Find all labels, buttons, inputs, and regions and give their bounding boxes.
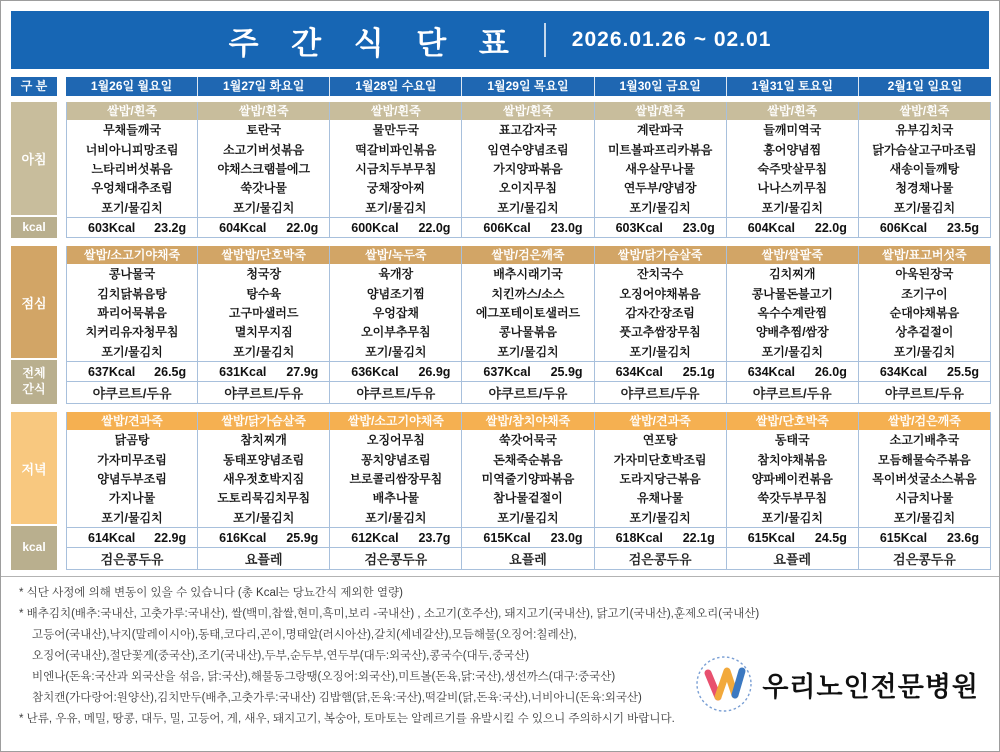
menu-item: 포기/물김치 bbox=[101, 344, 163, 359]
corner-label: 구 분 bbox=[11, 77, 57, 96]
date-header: 2월1일 일요일 bbox=[859, 77, 991, 96]
kcal-value: 603Kcal bbox=[615, 220, 663, 235]
menu-item: 숙주맛살무침 bbox=[757, 162, 828, 177]
menu-item: 유채나물 bbox=[636, 491, 684, 506]
date-range: 2026.01.26 ~ 02.01 bbox=[571, 28, 772, 51]
snack-item: 야쿠르트/두유 bbox=[330, 381, 461, 403]
day-column bbox=[859, 102, 991, 238]
kcal-value: 637Kcal bbox=[483, 364, 531, 379]
sublabel-line: 전체 bbox=[22, 366, 46, 381]
kcal-row bbox=[727, 527, 858, 547]
menu-item: 미트볼파프리카볶음 bbox=[607, 142, 713, 157]
snack-item: 야쿠르트/두유 bbox=[595, 381, 726, 403]
menu-item: 포기/물김치 bbox=[101, 510, 163, 525]
day-columns-breakfast bbox=[66, 102, 991, 238]
menu-item: 청국장 bbox=[246, 267, 282, 282]
day-column bbox=[462, 246, 594, 404]
protein-grams: 22.0g bbox=[814, 220, 847, 235]
menu-item: 잔치국수 bbox=[636, 267, 684, 282]
kcal-value: 606Kcal bbox=[879, 220, 928, 235]
day-column bbox=[859, 412, 991, 570]
menu-item: 나나스끼무침 bbox=[757, 181, 828, 196]
menu-item: 순대야채볶음 bbox=[889, 306, 960, 321]
row-label-lunch: 점심 bbox=[11, 246, 57, 358]
kcal-value: 612Kcal bbox=[351, 530, 399, 545]
protein-grams: 23.0g bbox=[682, 220, 715, 235]
menu-item: 김치찌개 bbox=[769, 267, 816, 282]
menu-item: 새우젓호박지짐 bbox=[223, 472, 305, 487]
meal-type-header: 쌀밥/소고기야채죽 bbox=[330, 412, 461, 430]
menu-item: 김치닭볶음탕 bbox=[97, 286, 167, 301]
menu-item: 임연수양념조림 bbox=[487, 142, 569, 157]
kcal-value: 634Kcal bbox=[747, 364, 795, 379]
sublabel-line: kcal bbox=[22, 219, 46, 234]
menu-table bbox=[11, 77, 991, 578]
menu-item: 배추나물 bbox=[372, 491, 420, 506]
day-column bbox=[66, 412, 198, 570]
menu-item: 콩나물볶음 bbox=[499, 325, 557, 340]
menu-item: 포기/물김치 bbox=[893, 344, 956, 359]
protein-grams: 23.2g bbox=[154, 220, 187, 235]
menu-item: 닭곰탕 bbox=[114, 433, 150, 448]
meal-type-header: 쌀밥/흰죽 bbox=[67, 102, 197, 120]
menu-item: 포기/물김치 bbox=[629, 200, 691, 215]
kcal-row bbox=[198, 217, 329, 237]
menu-item: 포기/물김치 bbox=[497, 344, 559, 359]
menu-item: 모듬해물숙주볶음 bbox=[878, 452, 971, 467]
row-label-dinner: 저녁 bbox=[11, 412, 57, 524]
snack-item: 야쿠르트/두유 bbox=[462, 381, 593, 403]
kcal-row bbox=[727, 361, 858, 381]
menu-item: 들깨미역국 bbox=[763, 123, 822, 138]
footnote-line: 고등어(국내산),낙지(말레이시아),동태,코다리,곤이,명태알(러시아산),갈치(세네갈산),모듬해물(오징어:칠레산), bbox=[32, 629, 577, 641]
meal-type-header: 쌀밥/닭가슴살죽 bbox=[198, 412, 329, 430]
menu-items bbox=[67, 430, 197, 527]
menu-items bbox=[859, 120, 990, 217]
menu-item: 떡갈비파인볶음 bbox=[355, 142, 437, 157]
menu-item: 꽈리어묵볶음 bbox=[97, 306, 167, 321]
section-dinner bbox=[11, 412, 991, 570]
menu-item: 궁채장아찌 bbox=[366, 181, 425, 196]
kcal-value: 615Kcal bbox=[483, 530, 531, 545]
section-breakfast bbox=[11, 102, 991, 238]
menu-item: 포기/물김치 bbox=[629, 510, 691, 525]
menu-item: 포기/물김치 bbox=[893, 200, 956, 215]
kcal-row bbox=[859, 217, 990, 237]
title-divider bbox=[544, 23, 546, 57]
menu-item: 물만두국 bbox=[372, 123, 420, 138]
day-column bbox=[330, 246, 462, 404]
menu-items bbox=[462, 430, 593, 527]
protein-grams: 26.9g bbox=[418, 364, 451, 379]
snack-item: 검은콩두유 bbox=[330, 547, 461, 569]
menu-item: 쑥갓어묵국 bbox=[499, 433, 557, 448]
kcal-row bbox=[859, 361, 990, 381]
snack-item: 야쿠르트/두유 bbox=[198, 381, 329, 403]
menu-items bbox=[595, 120, 726, 217]
day-column bbox=[198, 102, 330, 238]
menu-items bbox=[727, 120, 858, 217]
kcal-value: 604Kcal bbox=[219, 220, 267, 235]
menu-item: 탕수육 bbox=[246, 286, 282, 301]
menu-item: 참치야채볶음 bbox=[757, 452, 828, 467]
kcal-row bbox=[462, 361, 593, 381]
kcal-row bbox=[330, 217, 461, 237]
menu-item: 소고기배추국 bbox=[889, 433, 960, 448]
day-column bbox=[595, 246, 727, 404]
snack-item: 요플레 bbox=[727, 547, 858, 569]
kcal-row bbox=[727, 217, 858, 237]
kcal-row bbox=[67, 527, 197, 547]
kcal-value: 634Kcal bbox=[879, 364, 928, 379]
menu-items bbox=[330, 430, 461, 527]
menu-item: 포기/물김치 bbox=[497, 200, 559, 215]
kcal-row bbox=[462, 217, 593, 237]
menu-item: 가지양파볶음 bbox=[493, 162, 563, 177]
protein-grams: 23.5g bbox=[947, 220, 979, 235]
protein-grams: 25.9g bbox=[550, 364, 583, 379]
snack-item: 검은콩두유 bbox=[67, 547, 197, 569]
meal-type-header: 쌀밥/참치야채죽 bbox=[462, 412, 593, 430]
kcal-row bbox=[859, 527, 990, 547]
menu-items bbox=[859, 264, 990, 361]
protein-grams: 26.0g bbox=[814, 364, 847, 379]
kcal-value: 615Kcal bbox=[747, 530, 795, 545]
meal-type-header: 쌀밥/표고버섯죽 bbox=[859, 246, 990, 264]
kcal-row bbox=[67, 361, 197, 381]
row-label-stack-lunch bbox=[11, 246, 57, 404]
menu-item: 토란국 bbox=[246, 123, 282, 138]
sublabel-line: kcal bbox=[22, 540, 46, 555]
menu-item: 닭가슴살고구마조림 bbox=[872, 142, 977, 157]
day-column bbox=[330, 412, 462, 570]
row-sublabel-breakfast bbox=[11, 217, 57, 238]
footnote-line: 비엔나(돈육:국산과 외국산을 섞음, 닭:국산),해물동그랑땡(오징어:외국산),미트볼(돈육,닭:국산),생선까스(대구:중국산) bbox=[32, 671, 616, 683]
kcal-value: 606Kcal bbox=[483, 220, 531, 235]
protein-grams: 22.9g bbox=[154, 530, 187, 545]
menu-item: 유부김치국 bbox=[895, 123, 954, 138]
menu-items bbox=[67, 264, 197, 361]
protein-grams: 22.1g bbox=[682, 530, 715, 545]
menu-item: 꽁치양념조림 bbox=[361, 452, 431, 467]
menu-item: 포기/물김치 bbox=[365, 344, 427, 359]
menu-item: 양배추찜/쌈장 bbox=[755, 325, 829, 340]
meal-sections bbox=[11, 102, 991, 570]
menu-items bbox=[67, 120, 197, 217]
meal-type-header: 쌀밥/닭가슴살죽 bbox=[595, 246, 726, 264]
menu-item: 우엉채대추조림 bbox=[91, 181, 173, 196]
date-header-row bbox=[11, 77, 991, 96]
menu-item: 포기/물김치 bbox=[365, 510, 427, 525]
meal-type-header: 쌀밥/녹두죽 bbox=[330, 246, 461, 264]
menu-items bbox=[727, 264, 858, 361]
day-column bbox=[727, 412, 859, 570]
menu-item: 가자미단호박조림 bbox=[613, 452, 707, 467]
footnote-line: 오징어(국내산),절단꽃게(중국산),조기(국내산),두부,순두부,연두부(대두:외국산),콩국수(대두,중국산) bbox=[32, 650, 530, 662]
menu-items bbox=[330, 264, 461, 361]
menu-item: 포기/물김치 bbox=[497, 510, 559, 525]
menu-items bbox=[462, 120, 593, 217]
protein-grams: 26.5g bbox=[154, 364, 187, 379]
menu-item: 연두부/양념장 bbox=[623, 181, 697, 196]
menu-item: 소고기버섯볶음 bbox=[223, 142, 305, 157]
menu-items bbox=[198, 120, 329, 217]
menu-item: 옥수수계란찜 bbox=[757, 306, 828, 321]
menu-item: 양념두부조림 bbox=[97, 472, 167, 487]
menu-item: 표고감자국 bbox=[499, 123, 557, 138]
menu-item: 오징어무침 bbox=[366, 433, 425, 448]
protein-grams: 27.9g bbox=[286, 364, 319, 379]
hospital-logo bbox=[691, 653, 983, 715]
day-column bbox=[727, 246, 859, 404]
kcal-value: 618Kcal bbox=[615, 530, 663, 545]
menu-item: 배추시래기국 bbox=[493, 267, 563, 282]
protein-grams: 22.0g bbox=[286, 220, 319, 235]
menu-item: 포기/물김치 bbox=[101, 200, 163, 215]
meal-type-header: 쌀밥/검은깨죽 bbox=[462, 246, 593, 264]
row-label-stack-breakfast bbox=[11, 102, 57, 238]
menu-item: 오징어야채볶음 bbox=[619, 286, 701, 301]
kcal-value: 614Kcal bbox=[88, 530, 136, 545]
hospital-name: 우리노인전문병원 bbox=[762, 671, 979, 702]
row-label-breakfast: 아침 bbox=[11, 102, 57, 215]
menu-item: 동태포양념조림 bbox=[223, 452, 305, 467]
protein-grams: 25.5g bbox=[947, 364, 979, 379]
menu-item: 동태국 bbox=[774, 433, 810, 448]
day-column bbox=[330, 102, 462, 238]
menu-item: 오이지무침 bbox=[499, 181, 557, 196]
protein-grams: 23.6g bbox=[947, 530, 979, 545]
kcal-value: 634Kcal bbox=[615, 364, 663, 379]
menu-item: 풋고추쌈장무침 bbox=[619, 325, 701, 340]
date-header: 1월31일 토요일 bbox=[727, 77, 859, 96]
kcal-value: 616Kcal bbox=[219, 530, 267, 545]
menu-item: 아욱된장국 bbox=[895, 267, 954, 282]
menu-item: 너비아니피망조림 bbox=[85, 142, 179, 157]
row-label-stack-dinner bbox=[11, 412, 57, 570]
day-column bbox=[198, 246, 330, 404]
menu-item: 도토리묵김치무침 bbox=[217, 491, 311, 506]
row-sublabel-lunch bbox=[11, 360, 57, 404]
footnote-line: * 난류, 우유, 메밀, 땅콩, 대두, 밀, 고등어, 게, 새우, 돼지고기, 복숭아, 토마토는 알레르기를 유발시킬 수 있으니 주의하시기 바랍니다. bbox=[19, 713, 675, 725]
footnote-line: * 식단 사정에 의해 변동이 있을 수 있습니다 (총 Kcal는 당뇨간식 제외한 열량) bbox=[19, 587, 403, 599]
day-column bbox=[595, 102, 727, 238]
meal-type-header: 쌀밥/흰죽 bbox=[330, 102, 461, 120]
date-header: 1월28일 수요일 bbox=[330, 77, 462, 96]
menu-item: 오이부추무침 bbox=[361, 325, 431, 340]
hospital-logo-emblem bbox=[695, 655, 753, 713]
menu-item: 무채들깨국 bbox=[103, 123, 162, 138]
meal-type-header: 쌀밥/흰죽 bbox=[859, 102, 990, 120]
section-lunch bbox=[11, 246, 991, 404]
menu-item: 포기/물김치 bbox=[365, 200, 427, 215]
menu-item: 우엉잡채 bbox=[372, 306, 420, 321]
menu-item: 도라지당근볶음 bbox=[619, 472, 701, 487]
meal-type-header: 쌀밥/견과죽 bbox=[67, 412, 197, 430]
menu-item: 새우살무나물 bbox=[625, 162, 695, 177]
snack-item: 요플레 bbox=[198, 547, 329, 569]
menu-item: 치커리유자청무침 bbox=[85, 325, 179, 340]
menu-item: 치킨까스/소스 bbox=[491, 286, 565, 301]
meal-type-header: 쌀밥밥/단호박죽 bbox=[198, 246, 329, 264]
menu-item: 상추겉절이 bbox=[895, 325, 954, 340]
meal-type-header: 쌀밥/단호박죽 bbox=[727, 412, 858, 430]
menu-item: 고구마샐러드 bbox=[228, 306, 299, 321]
kcal-row bbox=[595, 217, 726, 237]
menu-item: 쑥갓두부무침 bbox=[757, 491, 828, 506]
menu-item: 멸치무지짐 bbox=[234, 325, 293, 340]
kcal-row bbox=[198, 361, 329, 381]
kcal-value: 615Kcal bbox=[879, 530, 928, 545]
menu-item: 새송이들깨탕 bbox=[889, 162, 960, 177]
menu-item: 홍어양념찜 bbox=[763, 142, 822, 157]
meal-type-header: 쌀밥/흰죽 bbox=[727, 102, 858, 120]
menu-item: 포기/물김치 bbox=[893, 510, 956, 525]
kcal-value: 636Kcal bbox=[351, 364, 399, 379]
menu-items bbox=[595, 264, 726, 361]
menu-item: 가자미무조림 bbox=[97, 452, 167, 467]
menu-item: 포기/물김치 bbox=[761, 344, 823, 359]
date-header: 1월26일 월요일 bbox=[66, 77, 198, 96]
menu-item: 콩나물국 bbox=[108, 267, 156, 282]
menu-item: 포기/물김치 bbox=[629, 344, 691, 359]
snack-item: 야쿠르트/두유 bbox=[727, 381, 858, 403]
menu-items bbox=[462, 264, 593, 361]
menu-items bbox=[595, 430, 726, 527]
kcal-row bbox=[462, 527, 593, 547]
menu-item: 브로콜리쌈장무침 bbox=[349, 472, 443, 487]
snack-item: 야쿠르트/두유 bbox=[859, 381, 990, 403]
menu-items bbox=[859, 430, 990, 527]
kcal-row bbox=[595, 361, 726, 381]
protein-grams: 23.7g bbox=[418, 530, 451, 545]
menu-item: 가지나물 bbox=[108, 491, 156, 506]
meal-type-header: 쌀밥/소고기야채죽 bbox=[67, 246, 197, 264]
menu-item: 참치찌개 bbox=[240, 433, 287, 448]
kcal-value: 600Kcal bbox=[351, 220, 399, 235]
snack-item: 검은콩두유 bbox=[595, 547, 726, 569]
date-header-cells bbox=[66, 77, 991, 96]
menu-item: 청경채나물 bbox=[895, 181, 954, 196]
menu-items bbox=[198, 430, 329, 527]
snack-item: 요플레 bbox=[462, 547, 593, 569]
protein-grams: 24.5g bbox=[814, 530, 847, 545]
protein-grams: 23.0g bbox=[550, 220, 583, 235]
menu-item: 에그포테이토샐러드 bbox=[475, 306, 581, 321]
kcal-value: 604Kcal bbox=[747, 220, 795, 235]
protein-grams: 25.1g bbox=[682, 364, 715, 379]
menu-item: 포기/물김치 bbox=[233, 344, 295, 359]
row-sublabel-dinner bbox=[11, 526, 57, 570]
date-header: 1월30일 금요일 bbox=[595, 77, 727, 96]
protein-grams: 25.9g bbox=[286, 530, 319, 545]
menu-item: 조기구이 bbox=[901, 286, 948, 301]
snack-item: 야쿠르트/두유 bbox=[67, 381, 197, 403]
footer-separator bbox=[1, 576, 999, 577]
date-header: 1월29일 목요일 bbox=[462, 77, 594, 96]
date-header: 1월27일 화요일 bbox=[198, 77, 330, 96]
menu-item: 야채스크램블에그 bbox=[217, 162, 311, 177]
kcal-value: 631Kcal bbox=[219, 364, 267, 379]
day-columns-dinner bbox=[66, 412, 991, 570]
meal-type-header: 쌀밥/검은깨죽 bbox=[859, 412, 990, 430]
menu-item: 양념조기찜 bbox=[366, 286, 425, 301]
menu-items bbox=[330, 120, 461, 217]
snack-item: 검은콩두유 bbox=[859, 547, 990, 569]
menu-item: 포기/물김치 bbox=[761, 200, 823, 215]
day-column bbox=[462, 102, 594, 238]
meal-type-header: 쌀밥/쌀팥죽 bbox=[727, 246, 858, 264]
menu-item: 참나물겉절이 bbox=[493, 491, 563, 506]
menu-item: 감자간장조림 bbox=[625, 306, 695, 321]
menu-item: 육개장 bbox=[378, 267, 414, 282]
kcal-row bbox=[198, 527, 329, 547]
menu-item: 연포탕 bbox=[642, 433, 678, 448]
title-banner bbox=[11, 11, 989, 69]
kcal-value: 603Kcal bbox=[88, 220, 136, 235]
menu-item: 포기/물김치 bbox=[233, 200, 295, 215]
menu-item: 미역줄기양파볶음 bbox=[481, 472, 575, 487]
menu-item: 목이버섯굴소스볶음 bbox=[872, 472, 977, 487]
menu-item: 시금치두부무침 bbox=[355, 162, 437, 177]
kcal-row bbox=[330, 361, 461, 381]
menu-items bbox=[727, 430, 858, 527]
meal-type-header: 쌀밥/흰죽 bbox=[595, 102, 726, 120]
meal-type-header: 쌀밥/흰죽 bbox=[462, 102, 593, 120]
menu-item: 쑥갓나물 bbox=[240, 181, 287, 196]
kcal-row bbox=[67, 217, 197, 237]
menu-item: 돈채죽순볶음 bbox=[493, 452, 563, 467]
kcal-value: 637Kcal bbox=[88, 364, 136, 379]
protein-grams: 22.0g bbox=[418, 220, 451, 235]
menu-item: 콩나물돈불고기 bbox=[751, 286, 833, 301]
day-column bbox=[66, 102, 198, 238]
day-column bbox=[462, 412, 594, 570]
page-title: 주 간 식 단 표 bbox=[228, 25, 518, 61]
day-column bbox=[66, 246, 198, 404]
menu-item: 양파베이컨볶음 bbox=[751, 472, 833, 487]
meal-type-header: 쌀밥/흰죽 bbox=[198, 102, 329, 120]
menu-items bbox=[198, 264, 329, 361]
day-column bbox=[198, 412, 330, 570]
menu-item: 느타리버섯볶음 bbox=[91, 162, 173, 177]
sublabel-line: 간식 bbox=[22, 382, 46, 396]
day-column bbox=[859, 246, 991, 404]
meal-type-header: 쌀밥/견과죽 bbox=[595, 412, 726, 430]
kcal-row bbox=[595, 527, 726, 547]
menu-item: 포기/물김치 bbox=[761, 510, 823, 525]
day-columns-lunch bbox=[66, 246, 991, 404]
menu-item: 계란파국 bbox=[636, 123, 684, 138]
menu-item: 시금치나물 bbox=[895, 491, 954, 506]
day-column bbox=[727, 102, 859, 238]
footnote-line: * 배추김치(배추:국내산, 고춧가루:국내산), 쌀(백미,찹쌀,현미,흑미,보리 -국내산) , 소고기(호주산), 돼지고기(국내산), 닭고기(국내산),훈제오리(국내산) bbox=[19, 608, 760, 620]
day-column bbox=[595, 412, 727, 570]
protein-grams: 23.0g bbox=[550, 530, 583, 545]
menu-item: 포기/물김치 bbox=[233, 510, 295, 525]
footnote-line: 참치캔(가다랑어:원양산),김치만두(배추,고춧가루:국내산) 김밥햄(닭,돈육:국산),떡갈비(닭,돈육:국산),너비아니(돈육:외국산) bbox=[32, 692, 642, 704]
kcal-row bbox=[330, 527, 461, 547]
